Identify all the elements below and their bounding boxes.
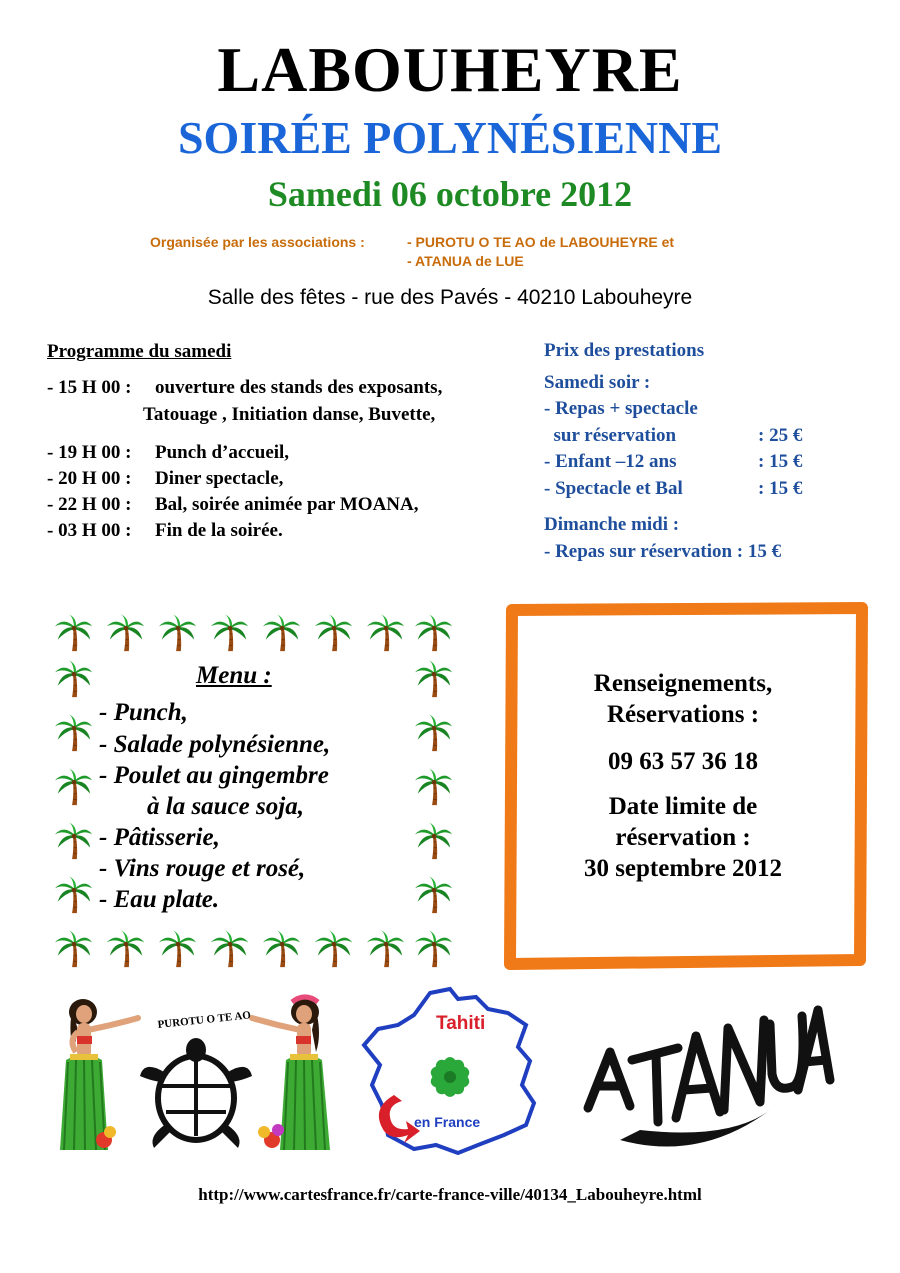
dancer-right-icon xyxy=(252,997,330,1150)
association-line-2: - ATANUA de LUE xyxy=(407,253,524,269)
association-line-1: - PUROTU O TE AO de LABOUHEYRE et xyxy=(407,234,675,250)
price-label: - Enfant –12 ans xyxy=(544,451,677,472)
info-line-1: Renseignements, xyxy=(593,670,773,697)
programme-text-3: Diner spectacle, xyxy=(155,468,284,489)
en-france-text: en France xyxy=(414,1114,481,1130)
atanua-logo-text: ATANUA xyxy=(580,990,585,991)
palm-tree-icon xyxy=(414,766,454,808)
price-row xyxy=(544,423,803,450)
palm-tree-icon xyxy=(54,658,94,700)
palm-tree-icon xyxy=(54,928,94,970)
tribal-turtle-icon xyxy=(140,1038,252,1148)
programme-time-4: - 22 H 00 : xyxy=(47,494,132,515)
palm-tree-icon xyxy=(54,766,94,808)
palm-tree-icon xyxy=(54,612,94,654)
palm-tree-icon xyxy=(262,928,302,970)
deadline-line-2: réservation : xyxy=(615,824,751,851)
deadline-line-3: 30 septembre 2012 xyxy=(583,855,783,882)
price-value: : 15 € xyxy=(758,477,803,499)
price-label: sur réservation xyxy=(544,424,677,446)
menu-item: - Salade polynésienne, xyxy=(99,731,331,758)
palm-tree-icon xyxy=(262,612,302,654)
price-row xyxy=(544,476,803,503)
menu-item: - Pâtisserie, xyxy=(99,824,220,851)
programme-text-5: Fin de la soirée. xyxy=(155,520,283,541)
programme-text-1: ouverture des stands des exposants, xyxy=(155,377,443,398)
programme-time-2: - 19 H 00 : xyxy=(47,442,132,463)
prices-heading: Prix des prestations xyxy=(544,340,705,361)
programme-text-2: Punch d’accueil, xyxy=(155,442,290,463)
event-subtitle: SOIRÉE POLYNÉSIENNE xyxy=(177,112,723,163)
programme-time-3: - 20 H 00 : xyxy=(47,468,132,489)
programme-time-5: - 03 H 00 : xyxy=(47,520,132,541)
price-row xyxy=(544,396,781,423)
sunday-heading: Dimanche midi : xyxy=(544,514,680,535)
dancer-left-icon xyxy=(60,999,138,1150)
purotu-logo xyxy=(58,990,343,1155)
menu-item: à la sauce soja, xyxy=(147,793,304,820)
palm-tree-icon xyxy=(314,612,354,654)
footer-url[interactable]: http://www.cartesfrance.fr/carte-france-ville/40134_Labouheyre.html xyxy=(198,1185,702,1204)
palm-tree-icon xyxy=(414,712,454,754)
palm-tree-icon xyxy=(54,820,94,862)
deadline-line-1: Date limite de xyxy=(608,793,758,820)
palm-tree-icon xyxy=(210,612,250,654)
price-value: : 15 € xyxy=(758,451,803,472)
palm-tree-icon xyxy=(414,928,454,970)
price-label: - Repas + spectacle xyxy=(544,398,698,419)
palm-tree-icon xyxy=(210,928,250,970)
programme-text-4: Bal, soirée animée par MOANA, xyxy=(155,494,419,515)
palm-tree-icon xyxy=(106,928,146,970)
venue-address: Salle des fêtes - rue des Pavés - 40210 Labouheyre xyxy=(207,286,693,309)
palm-tree-icon xyxy=(366,612,406,654)
programme-text-1-continued: Tatouage , Initiation danse, Buvette, xyxy=(143,404,436,425)
price-row xyxy=(544,449,803,476)
menu-heading: Menu : xyxy=(196,662,272,689)
palm-tree-icon xyxy=(54,874,94,916)
palm-tree-icon xyxy=(314,928,354,970)
event-date: Samedi 06 octobre 2012 xyxy=(267,174,633,214)
info-phone: 09 63 57 36 18 xyxy=(608,748,758,775)
tahiti-text: Tahiti xyxy=(436,1013,486,1034)
prices-column xyxy=(544,338,803,565)
atanua-logo xyxy=(580,990,835,1160)
organized-by-label: Organisée par les associations : xyxy=(150,234,365,250)
menu-item: - Vins rouge et rosé, xyxy=(99,855,306,882)
palm-tree-icon xyxy=(106,612,146,654)
palm-tree-icon xyxy=(414,612,454,654)
saturday-heading: Samedi soir : xyxy=(544,371,651,393)
programme-heading: Programme du samedi xyxy=(47,341,232,362)
palm-tree-icon xyxy=(158,612,198,654)
menu-item: - Punch, xyxy=(99,699,188,726)
palm-tree-icon xyxy=(414,874,454,916)
event-title: LABOUHEYRE xyxy=(217,34,683,105)
price-value: : 25 € xyxy=(758,424,803,446)
palm-tree-icon xyxy=(366,928,406,970)
palm-tree-icon xyxy=(414,820,454,862)
swoosh-icon xyxy=(620,1110,770,1147)
price-label: - Spectacle et Bal xyxy=(544,477,683,499)
programme-time-1: - 15 H 00 : xyxy=(47,377,132,398)
menu-item: - Poulet au gingembre xyxy=(99,762,329,789)
palm-tree-icon xyxy=(158,928,198,970)
menu-item: - Eau plate. xyxy=(99,886,220,913)
purotu-logo-text: PUROTU O TE AO xyxy=(157,1009,252,1031)
palm-tree-icon xyxy=(414,658,454,700)
sunday-price: - Repas sur réservation : 15 € xyxy=(544,540,782,562)
atanua-lettering-icon xyxy=(588,1010,830,1122)
tahiti-en-france-logo xyxy=(358,985,543,1160)
info-line-2: Réservations : xyxy=(606,701,760,728)
palm-tree-icon xyxy=(54,712,94,754)
